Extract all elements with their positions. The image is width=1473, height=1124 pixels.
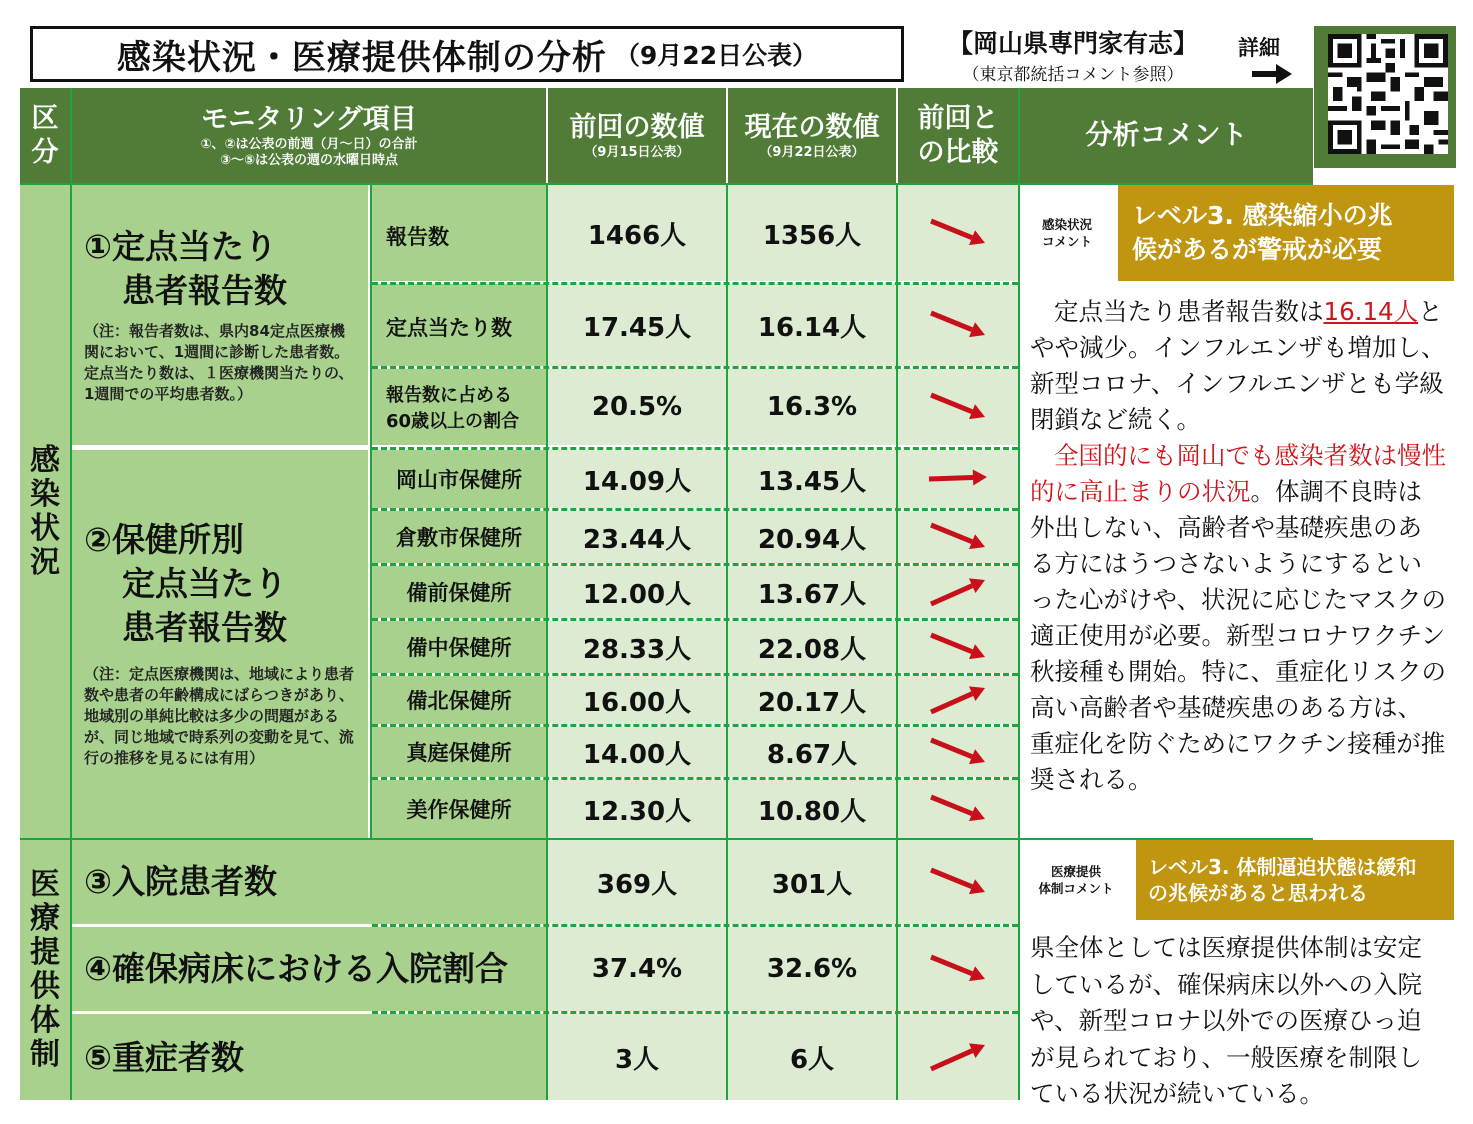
item1-title: ①定点当たり 患者報告数 bbox=[84, 227, 287, 310]
curr-value: 20.17人 bbox=[757, 687, 867, 718]
curr-value-cell bbox=[728, 1014, 896, 1100]
sublabel-cell: 報告数に占める 60歳以上の割合 bbox=[372, 369, 546, 445]
col-header-comment: 分析コメント bbox=[1020, 88, 1313, 183]
compare-cell bbox=[898, 927, 1018, 1011]
page-title: 感染状況・医療提供体制の分析 bbox=[116, 37, 607, 78]
org-subtitle: （東京都統括コメント参照） bbox=[962, 65, 1184, 85]
compare-cell bbox=[898, 621, 1018, 673]
prev-value-cell bbox=[548, 780, 726, 838]
curr-value-cell bbox=[728, 284, 896, 366]
compare-cell bbox=[898, 511, 1018, 563]
prev-value-cell bbox=[548, 369, 726, 445]
org-name: 【岡山県専門家有志】 bbox=[947, 29, 1198, 58]
trend-up-arrow-icon bbox=[919, 1037, 997, 1077]
compare-cell bbox=[898, 780, 1018, 838]
sublabel-cell: 備前保健所 bbox=[372, 566, 546, 618]
compare-cell bbox=[898, 727, 1018, 777]
sublabel-cell: 倉敷市保健所 bbox=[372, 511, 546, 563]
prev-value: 16.00人 bbox=[582, 687, 692, 718]
col-header-item: モニタリング項目 ①、②は公表の前週（月～日）の合計 ③～⑤は公表の週の水曜日時点 bbox=[72, 88, 546, 183]
row-divider bbox=[372, 924, 1018, 927]
curr-value-cell bbox=[728, 511, 896, 563]
row-divider bbox=[372, 724, 1018, 727]
trend-down-arrow-icon bbox=[919, 627, 997, 667]
curr-value-cell bbox=[728, 727, 896, 777]
prev-value: 37.4% bbox=[591, 954, 683, 984]
curr-value: 1356人 bbox=[762, 220, 862, 251]
curr-value-cell bbox=[728, 450, 896, 508]
sublabel-cell: 岡山市保健所 bbox=[372, 450, 546, 508]
trend-down-arrow-icon bbox=[919, 517, 997, 557]
trend-down-arrow-icon bbox=[919, 862, 997, 902]
curr-value-cell bbox=[728, 621, 896, 673]
medical-comment-text: 県全体としては医療提供体制は安定しているが、確保病床以外への入院や、新型コロナ以外での医療ひっ迫が見られており、一般医療を制限している状況が続いている。 bbox=[1030, 933, 1422, 1108]
item2-title: ②保健所別 定点当たり 患者報告数 bbox=[84, 520, 287, 647]
column-divider bbox=[1018, 88, 1020, 1100]
trend-up-arrow-icon bbox=[919, 680, 997, 720]
publish-date: （9月22日公表） bbox=[614, 41, 818, 70]
row-divider bbox=[372, 508, 1018, 511]
column-divider bbox=[726, 183, 728, 1100]
compare-cell bbox=[898, 450, 1018, 508]
curr-value: 16.14人 bbox=[757, 312, 867, 343]
title-box bbox=[30, 26, 904, 82]
curr-value-cell bbox=[728, 927, 896, 1011]
column-divider bbox=[546, 183, 548, 1100]
trend-down-arrow-icon bbox=[919, 305, 997, 345]
section-infection: 感 染 状 況 bbox=[20, 185, 70, 838]
curr-value: 301人 bbox=[771, 869, 853, 900]
row-divider bbox=[372, 447, 1018, 450]
compare-cell bbox=[898, 369, 1018, 445]
curr-value-cell bbox=[728, 676, 896, 724]
item3-label: ③入院患者数 bbox=[72, 840, 546, 924]
prev-value: 3人 bbox=[614, 1044, 660, 1075]
trend-down-arrow-icon bbox=[919, 213, 997, 253]
col-header-prev: 前回の数値 （9月15日公表） bbox=[548, 88, 726, 183]
prev-value: 14.09人 bbox=[582, 466, 692, 497]
prev-value: 12.00人 bbox=[582, 579, 692, 610]
infection-comment-tag: 感染状況 コメント bbox=[1020, 185, 1114, 281]
curr-value: 32.6% bbox=[766, 954, 858, 984]
item1-block bbox=[72, 185, 368, 445]
trend-down-arrow-icon bbox=[919, 387, 997, 427]
prev-value: 20.5% bbox=[591, 392, 683, 422]
prev-value: 23.44人 bbox=[582, 524, 692, 555]
row-divider bbox=[372, 1011, 1018, 1014]
prev-value-cell bbox=[548, 566, 726, 618]
section-medical: 医 療 提 供 体 制 bbox=[20, 840, 70, 1100]
trend-flat-arrow-icon bbox=[919, 459, 997, 499]
prev-value-cell bbox=[548, 185, 726, 281]
prev-value-cell bbox=[548, 727, 726, 777]
curr-value: 8.67人 bbox=[766, 739, 858, 770]
prev-value: 12.30人 bbox=[582, 796, 692, 827]
curr-value-cell bbox=[728, 780, 896, 838]
prev-value-cell bbox=[548, 621, 726, 673]
curr-value: 13.45人 bbox=[757, 466, 867, 497]
prev-value: 1466人 bbox=[587, 220, 687, 251]
section-divider bbox=[20, 183, 1313, 185]
item2-note: （注：定点医療機関は、地域により患者数や患者の年齢構成にばらつきがあり、地域別の単純比較は多少の問題があるが、同じ地域で時系列の変動を見て、流行の推移を見るには有用） bbox=[84, 665, 355, 767]
col-header-curr: 現在の数値 （9月22日公表） bbox=[728, 88, 896, 183]
row-divider bbox=[372, 777, 1018, 780]
compare-cell bbox=[898, 185, 1018, 281]
curr-value-cell bbox=[728, 185, 896, 281]
curr-value: 20.94人 bbox=[757, 524, 867, 555]
curr-value: 6人 bbox=[789, 1044, 835, 1075]
prev-value-cell bbox=[548, 927, 726, 1011]
col-header-compare: 前回と の比較 bbox=[898, 88, 1018, 183]
column-divider bbox=[70, 88, 72, 1100]
item2-block bbox=[72, 450, 368, 838]
compare-cell bbox=[898, 840, 1018, 924]
prev-value: 369人 bbox=[596, 869, 678, 900]
curr-value: 16.3% bbox=[766, 392, 858, 422]
curr-value: 22.08人 bbox=[757, 634, 867, 665]
sublabel-cell: 備北保健所 bbox=[372, 676, 546, 724]
row-divider bbox=[372, 282, 1018, 285]
trend-up-arrow-icon bbox=[919, 572, 997, 612]
trend-down-arrow-icon bbox=[919, 732, 997, 772]
item4-label: ④確保病床における入院割合 bbox=[72, 927, 546, 1011]
curr-value: 10.80人 bbox=[757, 796, 867, 827]
curr-value-cell bbox=[728, 566, 896, 618]
col-header-category: 区 分 bbox=[20, 88, 70, 183]
prev-value: 17.45人 bbox=[582, 312, 692, 343]
item1-note: （注：報告者数は、県内84定点医療機関において、1週間に診断した患者数。定点当たり数は、１医療機関当たりの、1週間での平均患者数。） bbox=[84, 322, 354, 403]
medical-comment-tag: 医療提供 体制コメント bbox=[1020, 840, 1132, 920]
item5-label: ⑤重症者数 bbox=[72, 1014, 546, 1100]
medical-level-badge: レベル3. 体制逼迫状態は緩和 の兆候があると思われる bbox=[1136, 840, 1454, 920]
infection-comment-text: 定点当たり患者報告数は16.14人とやや減少。インフルエンザも増加し、新型コロナ、インフルエンザとも学級閉鎖など続く。 全国的にも岡山でも感染者数は慢性的に高止まりの状況。体調不良時は外出しない、高齢者や基礎疾患のある方にはうつさないようにするといった心がけや、状況に応じたマスクの適正使用が必要。新型コロナワクチン秋接種も開始。特に、重症化リスクの高い高齢者や基礎疾患のある方は、重症化を防ぐためにワクチン接種が推奨される。 bbox=[1030, 297, 1447, 794]
column-divider bbox=[896, 183, 898, 1100]
column-divider bbox=[370, 183, 372, 838]
sublabel-cell: 真庭保健所 bbox=[372, 727, 546, 777]
sublabel-cell: 美作保健所 bbox=[372, 780, 546, 838]
prev-value-cell bbox=[548, 676, 726, 724]
trend-down-arrow-icon bbox=[919, 949, 997, 989]
prev-value: 14.00人 bbox=[582, 739, 692, 770]
sublabel-cell: 備中保健所 bbox=[372, 621, 546, 673]
right-arrow-icon bbox=[1252, 62, 1292, 86]
prev-value-cell bbox=[548, 511, 726, 563]
compare-cell bbox=[898, 284, 1018, 366]
row-divider bbox=[372, 673, 1018, 676]
curr-value: 13.67人 bbox=[757, 579, 867, 610]
row-divider bbox=[372, 563, 1018, 566]
compare-cell bbox=[898, 1014, 1018, 1100]
trend-down-arrow-icon bbox=[919, 789, 997, 829]
compare-cell bbox=[898, 676, 1018, 724]
detail-label: 詳細 bbox=[1238, 36, 1280, 60]
prev-value-cell bbox=[548, 284, 726, 366]
sublabel-cell: 定点当たり数 bbox=[372, 284, 546, 366]
qr-code[interactable] bbox=[1328, 34, 1448, 154]
prev-value-cell bbox=[548, 1014, 726, 1100]
section-divider bbox=[20, 838, 1313, 840]
block-divider bbox=[72, 446, 368, 450]
row-divider bbox=[372, 618, 1018, 621]
infection-level-badge: レベル3. 感染縮小の兆 候があるが警戒が必要 bbox=[1118, 185, 1454, 281]
curr-value-cell bbox=[728, 840, 896, 924]
sublabel-cell: 報告数 bbox=[372, 185, 546, 281]
prev-value-cell bbox=[548, 840, 726, 924]
prev-value-cell bbox=[548, 450, 726, 508]
row-divider bbox=[372, 366, 1018, 369]
compare-cell bbox=[898, 566, 1018, 618]
prev-value: 28.33人 bbox=[582, 634, 692, 665]
curr-value-cell bbox=[728, 369, 896, 445]
